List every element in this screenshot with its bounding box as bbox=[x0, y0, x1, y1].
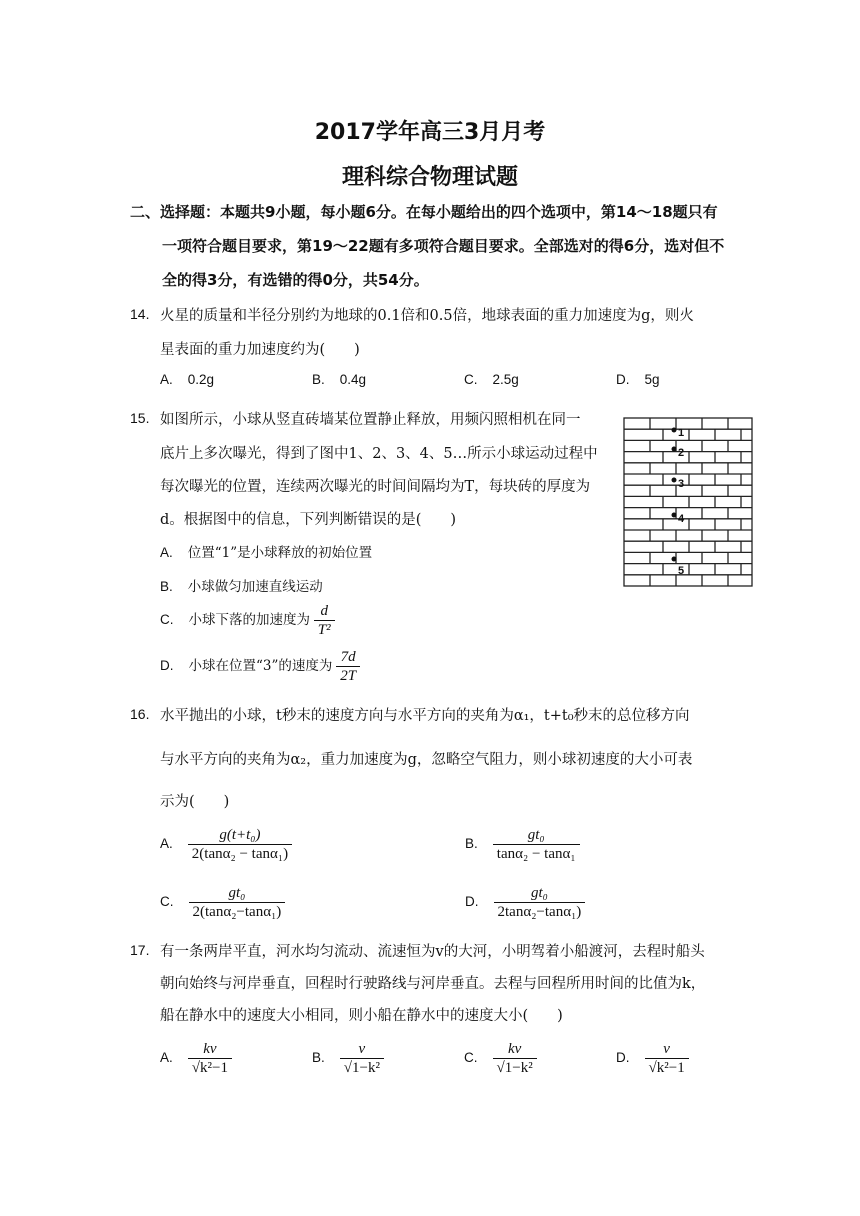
option-a: A. $\frac{\text{g(t+t₀)}}{\text{2(tanα₂ − tanα₁)}}$ bbox=[160, 826, 292, 863]
option-b: B. 小球做匀加速直线运动 bbox=[160, 579, 323, 595]
option-d: D. $\frac{\text{gt₀}}{\text{2tanα₂−tanα₁)}}$ bbox=[465, 884, 585, 921]
fraction: $\frac{v}{\text{√1−k²}}$ bbox=[340, 1040, 384, 1077]
option-d: D. 5g bbox=[616, 372, 660, 387]
question-text: 示为( ) bbox=[160, 794, 230, 810]
question-text: 与水平方向的夹角为α₂，重力加速度为g，忽略空气阻力，则小球初速度的大小可表 bbox=[160, 752, 693, 768]
option-a: A. $\frac{kv}{\text{√k²−1}}$ bbox=[160, 1040, 232, 1077]
question-text: 有一条两岸平直，河水均匀流动、流速恒为v的大河，小明驾着小船渡河，去程时船头 bbox=[160, 944, 705, 960]
fraction: $\frac{\text{gt₀}}{\text{tanα₂ − tanα₁}}$ bbox=[493, 826, 580, 863]
section-instructions bbox=[130, 195, 740, 297]
page-title: 2017学年高三3月月考 bbox=[314, 120, 546, 145]
question-number: 14. bbox=[130, 306, 150, 322]
fraction: $\frac{7d}{2T}$ bbox=[336, 648, 360, 685]
position-label: 4 bbox=[678, 513, 685, 525]
option-c: C. $\frac{kv}{\text{√1−k²}}$ bbox=[464, 1040, 537, 1077]
question-text: d。根据图中的信息，下列判断错误的是( ) bbox=[160, 512, 457, 528]
fraction: $\frac{\text{g(t+t₀)}}{\text{2(tanα₂ − tanα₁)}}$ bbox=[188, 826, 292, 863]
question-text: 每次曝光的位置，连续两次曝光的时间间隔均为T，每块砖的厚度为 bbox=[160, 479, 591, 495]
option-d: D. 小球在位置“3”的速度为 $\frac{7d}{2T}$ bbox=[160, 648, 360, 685]
fraction: $\frac{v}{\text{√k²−1}}$ bbox=[645, 1040, 689, 1077]
ball-marker bbox=[672, 557, 677, 562]
position-label: 2 bbox=[678, 447, 685, 459]
option-b: B. $\frac{v}{\text{√1−k²}}$ bbox=[312, 1040, 384, 1077]
section-line: 全的得3分，有选错的得0分，共54分。 bbox=[162, 271, 429, 289]
brick-grid bbox=[624, 418, 752, 586]
position-label: 3 bbox=[678, 478, 685, 490]
fraction: $\frac{\text{gt₀}}{\text{2(tanα₂−tanα₁)}}$ bbox=[189, 884, 286, 921]
fraction: $\frac{kv}{\text{√k²−1}}$ bbox=[188, 1040, 232, 1077]
question-text: 底片上多次曝光，得到了图中1、2、3、4、5…所示小球运动过程中 bbox=[160, 446, 598, 462]
question-text: 水平抛出的小球，t秒末的速度方向与水平方向的夹角为α₁，t+t₀秒末的总位移方向 bbox=[160, 708, 690, 724]
ball-marker bbox=[672, 513, 677, 518]
position-label: 1 bbox=[678, 427, 685, 439]
option-b: B. $\frac{\text{gt₀}}{\text{tanα₂ − tanα₁}}$ bbox=[465, 826, 580, 863]
question-text: 如图所示，小球从竖直砖墙某位置静止释放，用频闪照相机在同一 bbox=[160, 412, 581, 428]
ball-marker bbox=[672, 447, 677, 452]
position-label: 5 bbox=[678, 565, 685, 577]
question-number: 16. bbox=[130, 706, 150, 722]
question-text: 船在静水中的速度大小相同，则小船在静水中的速度大小( ) bbox=[160, 1008, 563, 1024]
question-number: 15. bbox=[130, 410, 150, 426]
section-line: 二、选择题：本题共9小题，每小题6分。在每小题给出的四个选项中，第14～18题只有 bbox=[130, 203, 718, 221]
question-text: 星表面的重力加速度约为( ) bbox=[160, 342, 360, 358]
ball-marker bbox=[672, 478, 677, 483]
option-c: C. $\frac{\text{gt₀}}{\text{2(tanα₂−tanα₁)}}$ bbox=[160, 884, 285, 921]
ball-marker bbox=[672, 428, 677, 433]
page-subtitle: 理科综合物理试题 bbox=[341, 165, 518, 190]
question-text: 火星的质量和半径分别约为地球的0.1倍和0.5倍，地球表面的重力加速度为g，则火 bbox=[160, 308, 694, 324]
option-c: C. 2.5g bbox=[464, 372, 519, 387]
option-d: D. $\frac{v}{\text{√k²−1}}$ bbox=[616, 1040, 689, 1077]
fraction: $\frac{\text{gt₀}}{\text{2tanα₂−tanα₁)}}$ bbox=[494, 884, 586, 921]
question-text: 朝向始终与河岸垂直，回程时行驶路线与河岸垂直。去程与回程所用时间的比值为k， bbox=[160, 976, 706, 992]
option-a: A. 0.2g bbox=[160, 372, 215, 387]
fraction: $\frac{kv}{\text{√1−k²}}$ bbox=[493, 1040, 537, 1077]
option-c: C. 小球下落的加速度为 $\frac{d}{\text{T²}}$ bbox=[160, 602, 335, 639]
fraction: $\frac{d}{\text{T²}}$ bbox=[314, 602, 335, 639]
section-line: 一项符合题目要求，第19～22题有多项符合题目要求。全部选对的得6分，选对但不 bbox=[162, 237, 725, 255]
brick-wall-figure bbox=[620, 412, 756, 592]
question-number: 17. bbox=[130, 942, 150, 958]
option-a: A. 位置“1”是小球释放的初始位置 bbox=[160, 545, 373, 561]
option-b: B. 0.4g bbox=[312, 372, 367, 387]
